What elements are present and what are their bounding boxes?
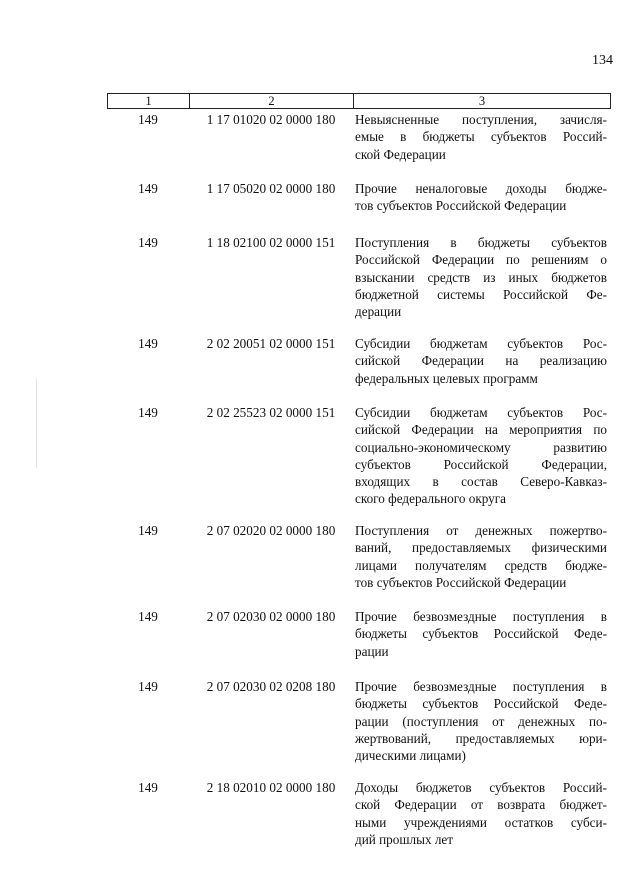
admin-code-cell: 149 [138,235,158,250]
budget-code-cell: 1 17 01020 02 0000 180 [206,112,336,127]
description-line: сийской Федерации на мероприятия по [355,422,607,438]
description-line: жертвований, предоставляемых юри- [355,730,607,746]
description-line: сийской Федерации на реализацию [355,353,607,369]
table-row [107,234,611,320]
description-cell [353,335,607,387]
budget-code-cell: 1 18 02100 02 0000 151 [206,235,336,250]
description-line: Доходы бюджетов субъектов Россий- [355,780,607,795]
admin-code-cell: 149 [138,609,158,624]
admin-code-cell: 149 [138,181,158,196]
admin-code-cell: 149 [138,336,158,351]
budget-code-cell: 2 02 20051 02 0000 151 [206,336,336,351]
description-line: социально-экономическому развитию [355,439,607,455]
description-line: тов субъектов Российской Федерации [355,574,567,590]
budget-code-cell: 1 17 05020 02 0000 180 [206,181,336,196]
description-line: Субсидии бюджетам субъектов Рос- [355,405,607,420]
scan-margin-mark [36,378,37,468]
table-row [107,608,611,660]
description-line: рации [355,643,389,659]
description-line: дическими лицами) [355,748,466,764]
admin-code-cell: 149 [138,679,158,694]
table-header-row [107,93,611,109]
description-cell [353,678,607,764]
description-cell [353,522,607,591]
table-row [107,111,611,163]
description-cell [353,404,607,508]
description-cell [353,608,607,660]
description-line: Прочие безвозмездные поступления в [355,679,607,694]
table-row [107,335,611,387]
budget-code-cell: 2 02 25523 02 0000 151 [206,405,336,420]
description-line: Невыясненные поступления, зачисля- [355,112,607,127]
description-line: федеральных целевых программ [355,370,538,386]
description-line: лицами получателям средств бюдже- [355,557,607,573]
description-line: Поступления от денежных пожертво- [355,523,607,538]
description-line: входящих в состав Северо-Кавказ- [355,474,607,490]
description-line: бюджетной системы Российской Фе- [355,286,607,302]
budget-code-cell: 2 07 02030 02 0000 180 [206,609,336,624]
description-line: бюджеты субъектов Российской Феде- [355,626,607,642]
description-line: Прочие безвозмездные поступления в [355,609,607,624]
description-line: ской Федерации от возврата бюджет- [355,797,607,813]
admin-code-cell: 149 [138,523,158,538]
table-row [107,678,611,764]
description-line: рации (поступления от денежных по- [355,713,607,729]
description-line: Субсидии бюджетам субъектов Рос- [355,336,607,351]
description-line: емые в бюджеты субъектов Россий- [355,129,607,145]
description-line: ской Федерации [355,146,446,162]
header-col-2: 2 [190,94,354,108]
header-col-3: 3 [478,94,486,108]
description-line: бюджеты субъектов Российской Феде- [355,696,607,712]
description-cell [353,180,607,215]
description-line: ваний, предоставляемых физическими [355,540,607,556]
table-row [107,779,611,848]
header-col-1: 1 [108,94,190,108]
description-line: Российской Федерации по решениям о [355,252,607,268]
budget-code-cell: 2 07 02020 02 0000 180 [206,523,336,538]
description-line: дий прошлых лет [355,831,454,847]
description-line: ными учреждениями остатков субси- [355,814,607,830]
description-cell [353,779,607,848]
page-number: 134 [592,53,613,68]
description-line: Поступления в бюджеты субъектов [355,235,607,250]
admin-code-cell: 149 [138,112,158,127]
table-row [107,522,611,591]
description-line: ского федерального округа [355,491,506,507]
description-line: дерации [355,304,402,320]
budget-code-cell: 2 18 02010 02 0000 180 [206,780,336,795]
description-line: субъектов Российской Федерации, [355,456,607,472]
description-cell [353,111,607,163]
description-line: Прочие неналоговые доходы бюдже- [355,181,607,196]
description-cell [353,234,607,320]
table-row [107,180,611,215]
description-line: взыскании средств из иных бюджетов [355,269,607,285]
description-line: тов субъектов Российской Федерации [355,198,567,214]
budget-code-cell: 2 07 02030 02 0208 180 [206,679,336,694]
table-row [107,404,611,508]
admin-code-cell: 149 [138,780,158,795]
admin-code-cell: 149 [138,405,158,420]
